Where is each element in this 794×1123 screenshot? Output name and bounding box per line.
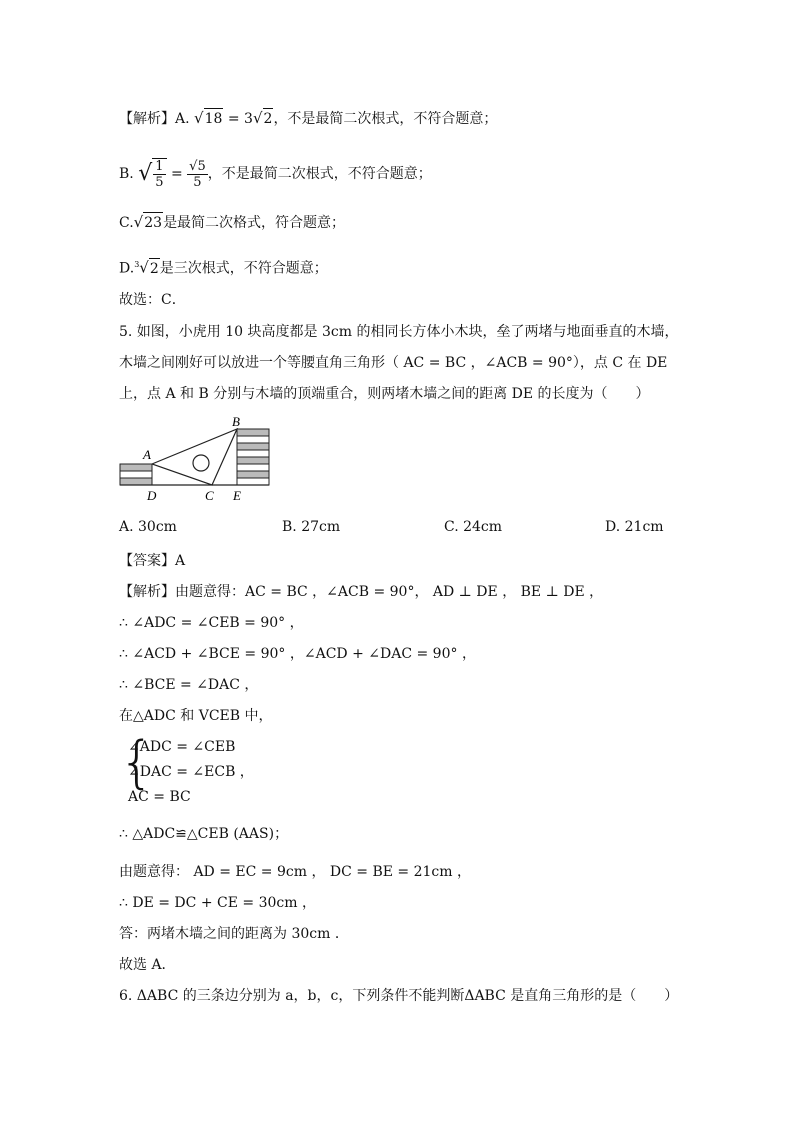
- analysis2-line6: ∴ △ADC≌△CEB (AAS)；: [119, 826, 289, 842]
- q5-line2: 木墙之间刚好可以放进一个等腰直角三角形（ AC = BC ，∠ACB = 90°），点 C 在 DE: [119, 355, 668, 371]
- choice-d[interactable]: D. 21cm: [605, 519, 664, 535]
- analysis-c: C.√23是最简二次格式，符合题意；: [119, 213, 346, 231]
- analysis-tag: 【解析】: [119, 111, 175, 127]
- q5-line3: 上，点 A 和 B 分别与木墙的顶端重合，则两堵木墙之间的距离 DE 的长度为（ ）: [119, 386, 650, 402]
- analysis-conclusion: 故选：C．: [119, 292, 186, 308]
- label-E: E: [233, 488, 241, 503]
- label-C: C: [205, 488, 214, 503]
- system-line1: ∠ADC = ∠CEB: [128, 739, 236, 755]
- label-D: D: [147, 488, 157, 503]
- choice-a[interactable]: A. 30cm: [119, 519, 177, 535]
- analysis2-line5: 在△ADC 和 VCEB 中，: [119, 708, 273, 724]
- triangle-hole: [193, 455, 209, 471]
- label-A: A: [143, 447, 151, 462]
- analysis-b: B. √ $\frac{1}{5}$ = $\frac{√5}{5}$ ，不是最简二次根式，不符合题意；: [119, 158, 432, 190]
- right-triangle: [152, 429, 237, 485]
- answer-value: A: [175, 553, 186, 569]
- system-line3: AC = BC: [128, 789, 191, 805]
- right-wall: [237, 429, 269, 485]
- analysis2-line3: ∴ ∠ACD + ∠BCE = 90° ，∠ACD + ∠DAC = 90° ，: [119, 646, 476, 662]
- analysis2-line9: 答：两堵木墙之间的距离为 30cm ．: [119, 926, 349, 942]
- analysis2-tag: 【解析】: [119, 584, 175, 600]
- analysis2-line8: ∴ DE = DC + CE = 30cm ，: [119, 895, 316, 911]
- analysis2-line2: ∴ ∠ADC = ∠CEB = 90° ，: [119, 615, 304, 631]
- left-wall: [120, 464, 152, 485]
- q6-line1: 6. ΔABC 的三条边分别为 a，b，c，下列条件不能判断ΔABC 是直角三角形的是（ ）: [119, 988, 679, 1004]
- answer-tag: 【答案】: [119, 553, 175, 569]
- q5-diagram: [117, 414, 277, 506]
- label-B: B: [232, 414, 240, 429]
- choice-c[interactable]: C. 24cm: [444, 519, 503, 535]
- choice-b[interactable]: B. 27cm: [282, 519, 341, 535]
- analysis2-line10: 故选 A．: [119, 957, 176, 973]
- analysis2-line4: ∴ ∠BCE = ∠DAC ，: [119, 677, 259, 693]
- analysis2-line1: 【解析】由题意得：AC = BC ，∠ACB = 90°， AD ⊥ DE ， BE ⊥ DE ，: [119, 584, 604, 600]
- analysis-a: 【解析】A. √18 = 3√2，不是最简二次根式，不符合题意；: [119, 109, 498, 127]
- system-brace: {: [119, 730, 155, 795]
- system-line2: ∠DAC = ∠ECB ，: [128, 764, 254, 780]
- analysis2-line7: 由题意得： AD = EC = 9cm ， DC = BE = 21cm ，: [119, 864, 471, 880]
- answer-line: [119, 551, 185, 571]
- analysis-d: D.$^3$√2是三次根式，不符合题意；: [119, 258, 328, 277]
- q5-line1: 5. 如图，小虎用 10 块高度都是 3cm 的相同长方体小木块，垒了两堵与地面垂直的木墙，: [119, 324, 679, 340]
